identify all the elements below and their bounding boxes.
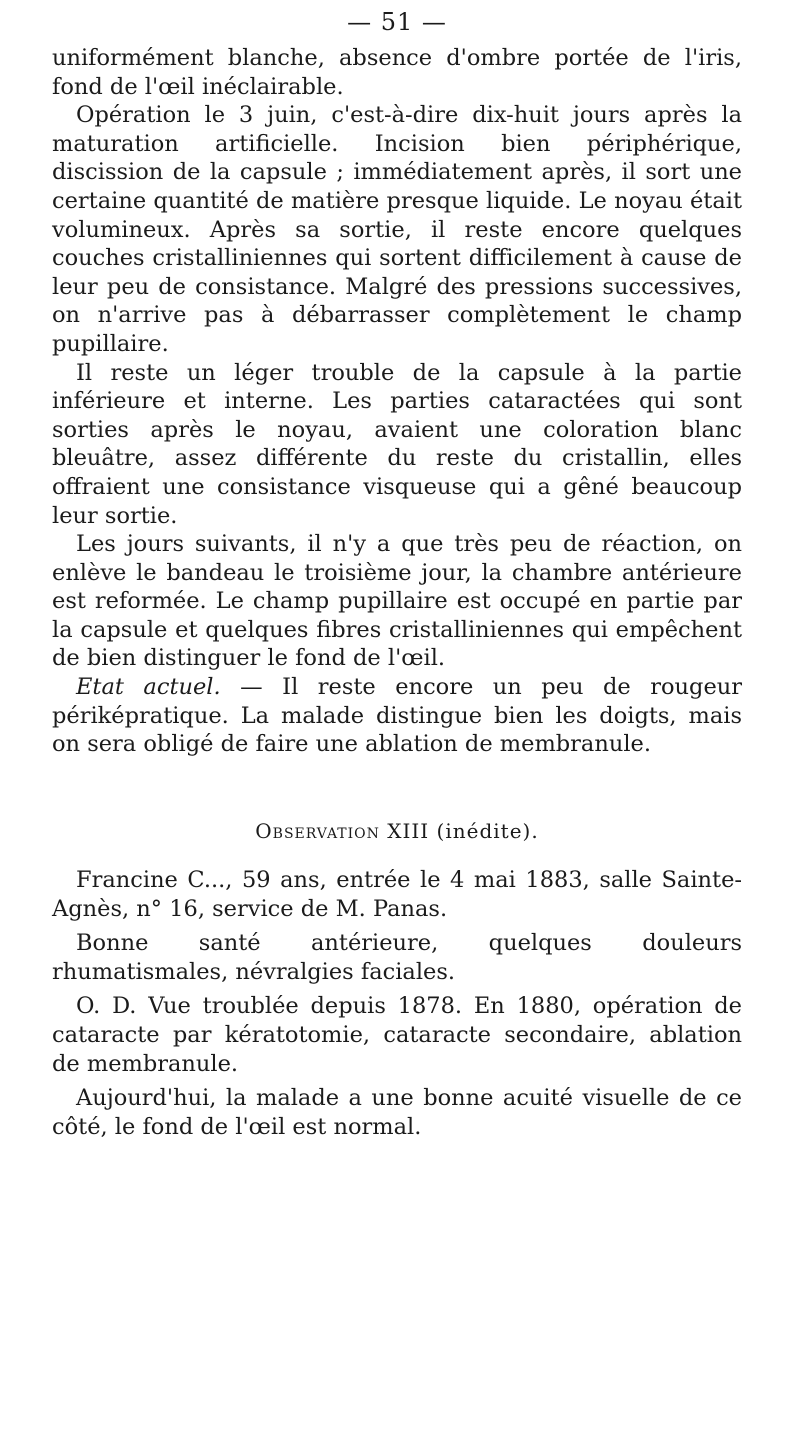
etat-actuel-text: — Il reste encore un peu de rougeur périképratique. La malade distingue bien les doigts, mais on sera obligé de faire une ablation de membranule. [52,674,742,758]
body-text-bottom [52,866,742,1147]
paragraph: O. D. Vue troublée depuis 1878. En 1880, opération de cataracte par kératotomie, cataracte secondaire, ablation de membranule. [52,993,742,1077]
paragraph-etat-actuel [52,673,742,759]
paragraph: uniformément blanche, absence d'ombre portée de l'iris, fond de l'œil inéclairable. [52,45,742,100]
page-number: — 51 — [347,8,447,36]
paragraph: Il reste un léger trouble de la capsule à la partie inférieure et interne. Les parties cataractées qui sont sorties après le noyau, avaient une coloration blanc bleuâtre, assez différente du reste du cristallin, elles offraient une consistance visqueuse qui a gêné beaucoup leur sortie. [52,359,742,529]
paragraph: Bonne santé antérieure, quelques douleurs rhumatismales, névralgies faciales. [52,930,742,985]
observation-heading-rest: XIII (inédite). [379,819,539,843]
paragraph: Aujourd'hui, la malade a une bonne acuité visuelle de ce côté, le fond de l'œil est normal. [52,1085,742,1140]
body-text-top [52,44,742,759]
observation-heading-label: Observation [255,819,380,843]
paragraph: Les jours suivants, il n'y a que très peu de réaction, on enlève le bandeau le troisième jour, la chambre antérieure est reformée. Le champ pupillaire est occupé en partie par la capsule et quelques fibres cristalliniennes qui empêchent de bien distinguer le fond de l'œil. [52,531,742,672]
observation-heading [52,818,742,844]
paragraph: Opération le 3 juin, c'est-à-dire dix-huit jours après la maturation artificielle. Incision bien périphérique, discission de la capsule ; immédiatement après, il sort une certaine quantité de matière presque liquide. Le noyau était volumineux. Après sa sortie, il reste encore quelques couches cristalliniennes qui sortent difficilement à cause de leur peu de consistance. Malgré des pressions successives, on n'arrive pas à débarrasser complètement le champ pupillaire. [52,102,742,357]
document-page [52,0,742,1439]
etat-actuel-label: Etat actuel. [76,674,221,701]
paragraph: Francine C..., 59 ans, entrée le 4 mai 1883, salle Sainte-Agnès, n° 16, service de M. Panas. [52,867,742,922]
